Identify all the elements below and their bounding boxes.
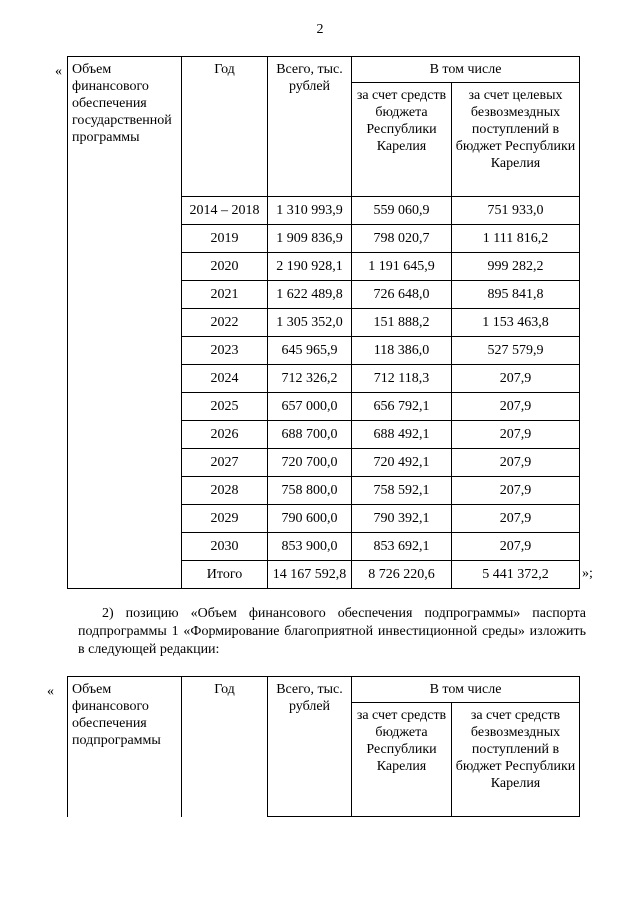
cell-total: 1 310 993,9 bbox=[268, 197, 352, 225]
table-row bbox=[68, 365, 580, 393]
cell-year: 2029 bbox=[182, 505, 268, 533]
cell-targeted: 207,9 bbox=[452, 477, 580, 505]
page-number: 2 bbox=[316, 22, 324, 37]
label-column-spacer bbox=[68, 309, 182, 337]
cell-targeted: 207,9 bbox=[452, 505, 580, 533]
cell-year: 2028 bbox=[182, 477, 268, 505]
cell-year: 2024 bbox=[182, 365, 268, 393]
cell-total: 853 900,0 bbox=[268, 533, 352, 561]
cell-targeted: 5 441 372,2 bbox=[452, 561, 580, 589]
cell-year: 2019 bbox=[182, 225, 268, 253]
cell-year: 2030 bbox=[182, 533, 268, 561]
label-column-spacer bbox=[68, 197, 182, 225]
label-column-spacer bbox=[68, 505, 182, 533]
table2-label: Объем финансового обеспечения подпрограммы bbox=[68, 677, 182, 817]
cell-budget: 656 792,1 bbox=[352, 393, 452, 421]
cell-total: 688 700,0 bbox=[268, 421, 352, 449]
open-quote-2: « bbox=[47, 684, 54, 699]
table1-label: Объем финансового обеспечения государственной программы bbox=[68, 57, 182, 197]
table1-col-year: Год bbox=[182, 57, 268, 197]
table-row bbox=[68, 337, 580, 365]
label-column-spacer bbox=[68, 365, 182, 393]
table1-col-group: В том числе bbox=[352, 57, 580, 83]
table-row bbox=[68, 505, 580, 533]
table2-col-group: В том числе bbox=[352, 677, 580, 703]
cell-total: 2 190 928,1 bbox=[268, 253, 352, 281]
cell-total: 1 622 489,8 bbox=[268, 281, 352, 309]
table-row bbox=[68, 561, 580, 589]
cell-year: 2014 – 2018 bbox=[182, 197, 268, 225]
cell-total: 1 909 836,9 bbox=[268, 225, 352, 253]
cell-year: 2025 bbox=[182, 393, 268, 421]
label-column-spacer bbox=[68, 533, 182, 561]
table-row bbox=[68, 533, 580, 561]
label-column-spacer bbox=[68, 393, 182, 421]
table1-col-budget: за счет средств бюджета Республики Карелия bbox=[352, 83, 452, 197]
table-row bbox=[68, 253, 580, 281]
label-column-spacer bbox=[68, 449, 182, 477]
table2-col-total: Всего, тыс. рублей bbox=[268, 677, 352, 817]
cell-budget: 1 191 645,9 bbox=[352, 253, 452, 281]
cell-budget: 720 492,1 bbox=[352, 449, 452, 477]
table-row bbox=[68, 449, 580, 477]
cell-total: 790 600,0 bbox=[268, 505, 352, 533]
cell-year: 2022 bbox=[182, 309, 268, 337]
cell-targeted: 207,9 bbox=[452, 421, 580, 449]
amendment-paragraph: 2) позицию «Объем финансового обеспечения подпрограммы» паспорта подпрограммы 1 «Формирование благоприятной инвестиционной среды» изложить в следующей редакции: bbox=[78, 606, 586, 657]
cell-targeted: 207,9 bbox=[452, 393, 580, 421]
table1-col-targeted: за счет целевых безвозмездных поступлений в бюджет Республики Карелия bbox=[452, 83, 580, 197]
cell-targeted: 1 153 463,8 bbox=[452, 309, 580, 337]
table1-body bbox=[68, 197, 580, 589]
cell-budget: 758 592,1 bbox=[352, 477, 452, 505]
cell-year: 2023 bbox=[182, 337, 268, 365]
cell-total: 720 700,0 bbox=[268, 449, 352, 477]
cell-budget: 688 492,1 bbox=[352, 421, 452, 449]
table-row bbox=[68, 225, 580, 253]
cell-budget: 726 648,0 bbox=[352, 281, 452, 309]
financing-table-subprogram bbox=[67, 676, 580, 817]
cell-budget: 798 020,7 bbox=[352, 225, 452, 253]
cell-year: 2027 bbox=[182, 449, 268, 477]
cell-year: 2020 bbox=[182, 253, 268, 281]
cell-total: 712 326,2 bbox=[268, 365, 352, 393]
label-column-spacer bbox=[68, 281, 182, 309]
financing-table-program bbox=[67, 56, 580, 589]
label-column-spacer bbox=[68, 421, 182, 449]
close-quote-1: »; bbox=[582, 566, 593, 581]
cell-budget: 118 386,0 bbox=[352, 337, 452, 365]
cell-total: 645 965,9 bbox=[268, 337, 352, 365]
table2-col-budget: за счет средств бюджета Республики Карелия bbox=[352, 703, 452, 817]
cell-targeted: 527 579,9 bbox=[452, 337, 580, 365]
cell-total: 14 167 592,8 bbox=[268, 561, 352, 589]
cell-budget: 853 692,1 bbox=[352, 533, 452, 561]
table1-col-total: Всего, тыс. рублей bbox=[268, 57, 352, 197]
cell-targeted: 751 933,0 bbox=[452, 197, 580, 225]
label-column-spacer bbox=[68, 477, 182, 505]
table-row bbox=[68, 421, 580, 449]
table2-col-targeted: за счет средств безвозмездных поступлений в бюджет Республики Карелия bbox=[452, 703, 580, 817]
cell-year: 2021 bbox=[182, 281, 268, 309]
open-quote-1: « bbox=[55, 64, 62, 79]
cell-budget: 151 888,2 bbox=[352, 309, 452, 337]
table-row bbox=[68, 281, 580, 309]
cell-targeted: 895 841,8 bbox=[452, 281, 580, 309]
cell-total: 657 000,0 bbox=[268, 393, 352, 421]
table-row bbox=[68, 197, 580, 225]
cell-budget: 559 060,9 bbox=[352, 197, 452, 225]
table-row bbox=[68, 393, 580, 421]
label-column-spacer bbox=[68, 337, 182, 365]
cell-total: 758 800,0 bbox=[268, 477, 352, 505]
cell-budget: 712 118,3 bbox=[352, 365, 452, 393]
cell-year: 2026 bbox=[182, 421, 268, 449]
cell-targeted: 207,9 bbox=[452, 533, 580, 561]
cell-budget: 790 392,1 bbox=[352, 505, 452, 533]
cell-budget: 8 726 220,6 bbox=[352, 561, 452, 589]
cell-targeted: 1 111 816,2 bbox=[452, 225, 580, 253]
table-row bbox=[68, 477, 580, 505]
cell-total: 1 305 352,0 bbox=[268, 309, 352, 337]
label-column-spacer bbox=[68, 561, 182, 589]
cell-targeted: 207,9 bbox=[452, 365, 580, 393]
cell-year: Итого bbox=[182, 561, 268, 589]
table2-col-year: Год bbox=[182, 677, 268, 817]
label-column-spacer bbox=[68, 225, 182, 253]
label-column-spacer bbox=[68, 253, 182, 281]
table-row bbox=[68, 309, 580, 337]
cell-targeted: 207,9 bbox=[452, 449, 580, 477]
cell-targeted: 999 282,2 bbox=[452, 253, 580, 281]
